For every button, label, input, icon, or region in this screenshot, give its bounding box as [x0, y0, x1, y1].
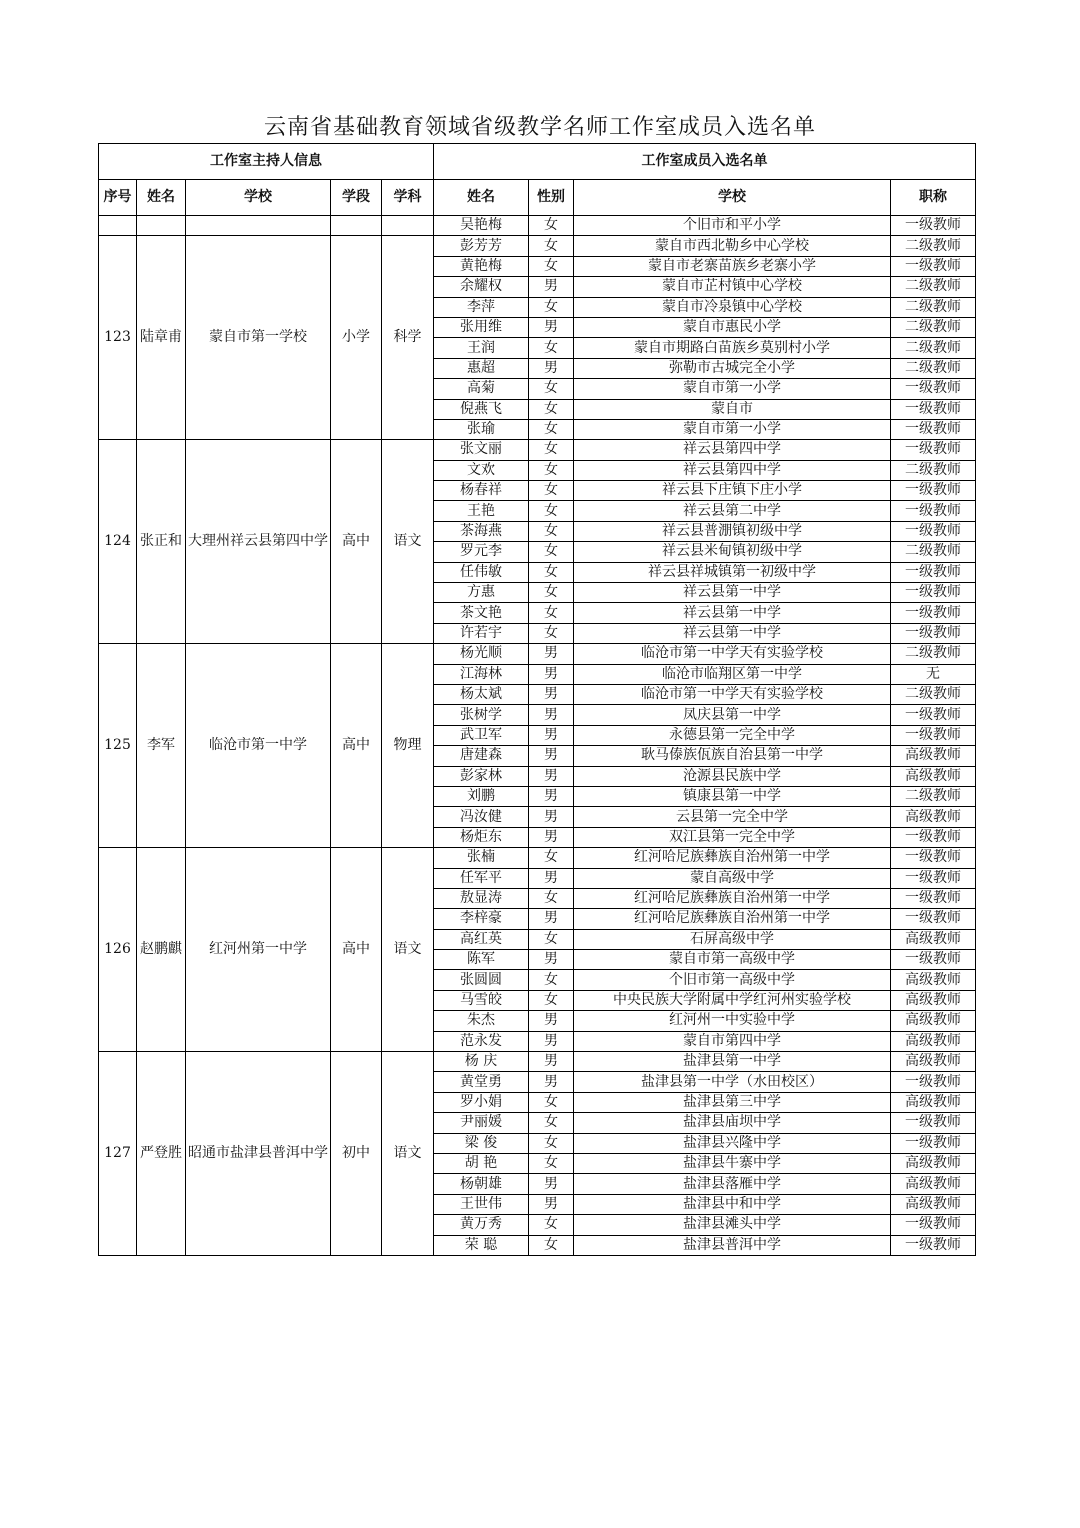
member-title: 二级教师 [891, 358, 976, 378]
host-school: 蒙自市第一学校 [186, 236, 331, 440]
member-name: 李萍 [434, 297, 529, 317]
member-name: 张圆圆 [434, 970, 529, 990]
member-school: 祥云县第一中学 [574, 583, 891, 603]
member-gender: 女 [529, 419, 574, 439]
member-school: 个旧市第一高级中学 [574, 970, 891, 990]
member-title: 二级教师 [891, 542, 976, 562]
member-name: 茶海燕 [434, 521, 529, 541]
host-subject: 物理 [382, 644, 434, 848]
member-gender: 男 [529, 766, 574, 786]
member-gender: 女 [529, 1215, 574, 1235]
member-title: 一级教师 [891, 399, 976, 419]
member-gender: 男 [529, 950, 574, 970]
member-name: 刘鹏 [434, 786, 529, 806]
member-school: 云县第一完全中学 [574, 807, 891, 827]
col-member-name: 姓名 [434, 180, 529, 216]
member-name: 陈军 [434, 950, 529, 970]
member-school: 临沧市临翔区第一中学 [574, 664, 891, 684]
member-school: 凤庆县第一中学 [574, 705, 891, 725]
member-gender: 女 [529, 297, 574, 317]
member-name: 黄堂勇 [434, 1072, 529, 1092]
member-title: 一级教师 [891, 705, 976, 725]
member-gender: 男 [529, 868, 574, 888]
member-school: 双江县第一完全中学 [574, 827, 891, 847]
member-title: 一级教师 [891, 623, 976, 643]
member-name: 杨春祥 [434, 481, 529, 501]
member-gender: 男 [529, 1194, 574, 1214]
host-no: 124 [99, 440, 137, 644]
member-school: 盐津县第一中学（水田校区） [574, 1072, 891, 1092]
member-school: 祥云县下庄镇下庄小学 [574, 481, 891, 501]
member-name: 张文丽 [434, 440, 529, 460]
member-title: 一级教师 [891, 1113, 976, 1133]
member-school: 中央民族大学附属中学红河州实验学校 [574, 990, 891, 1010]
members-header: 工作室成员入选名单 [434, 144, 976, 180]
host-name: 张正和 [137, 440, 186, 644]
member-name: 许若宇 [434, 623, 529, 643]
member-gender: 男 [529, 317, 574, 337]
member-name: 王世伟 [434, 1194, 529, 1214]
member-gender: 男 [529, 807, 574, 827]
host-no: 127 [99, 1052, 137, 1256]
member-title: 二级教师 [891, 236, 976, 256]
member-name: 梁 俊 [434, 1133, 529, 1153]
member-school: 蒙自市芷村镇中心学校 [574, 277, 891, 297]
member-gender: 男 [529, 684, 574, 704]
member-gender: 女 [529, 1133, 574, 1153]
member-name: 彭芳芳 [434, 236, 529, 256]
member-school: 蒙自市第一小学 [574, 419, 891, 439]
member-title: 一级教师 [891, 562, 976, 582]
member-gender: 女 [529, 888, 574, 908]
member-school: 蒙自市期路白苗族乡莫别村小学 [574, 338, 891, 358]
member-school: 祥云县第四中学 [574, 460, 891, 480]
host-subject: 语文 [382, 440, 434, 644]
member-title: 高级教师 [891, 766, 976, 786]
member-title: 一级教师 [891, 481, 976, 501]
member-school: 祥云县普淜镇初级中学 [574, 521, 891, 541]
member-name: 杨朝雄 [434, 1174, 529, 1194]
member-title: 高级教师 [891, 746, 976, 766]
host-no: 125 [99, 644, 137, 848]
member-title: 一级教师 [891, 909, 976, 929]
table-row [99, 1052, 976, 1072]
member-name: 李梓豪 [434, 909, 529, 929]
member-name: 任军平 [434, 868, 529, 888]
member-gender: 女 [529, 216, 574, 236]
table-row [99, 236, 976, 256]
member-gender: 女 [529, 1153, 574, 1173]
member-name: 罗元李 [434, 542, 529, 562]
member-school: 盐津县落雁中学 [574, 1174, 891, 1194]
member-school: 蒙自市老寨苗族乡老寨小学 [574, 256, 891, 276]
member-title: 一级教师 [891, 888, 976, 908]
member-gender: 男 [529, 358, 574, 378]
member-title: 高级教师 [891, 990, 976, 1010]
member-name: 荣 聪 [434, 1235, 529, 1255]
member-school: 耿马傣族佤族自治县第一中学 [574, 746, 891, 766]
member-name: 胡 艳 [434, 1153, 529, 1173]
member-school: 盐津县庙坝中学 [574, 1113, 891, 1133]
member-name: 黄万秀 [434, 1215, 529, 1235]
member-name: 范永发 [434, 1031, 529, 1051]
member-gender: 女 [529, 929, 574, 949]
member-title: 一级教师 [891, 950, 976, 970]
member-gender: 女 [529, 236, 574, 256]
member-name: 杨太斌 [434, 684, 529, 704]
member-gender: 男 [529, 827, 574, 847]
member-name: 惠超 [434, 358, 529, 378]
member-title: 高级教师 [891, 1194, 976, 1214]
member-title: 一级教师 [891, 216, 976, 236]
host-stage: 初中 [331, 1052, 382, 1256]
member-gender: 女 [529, 460, 574, 480]
member-title: 二级教师 [891, 338, 976, 358]
member-school: 祥云县第二中学 [574, 501, 891, 521]
member-gender: 女 [529, 521, 574, 541]
member-title: 一级教师 [891, 583, 976, 603]
member-name: 尹丽媛 [434, 1113, 529, 1133]
member-gender: 女 [529, 1235, 574, 1255]
member-school: 红河州一中实验中学 [574, 1011, 891, 1031]
member-school: 沧源县民族中学 [574, 766, 891, 786]
member-name: 张楠 [434, 848, 529, 868]
member-title: 高级教师 [891, 1052, 976, 1072]
col-no: 序号 [99, 180, 137, 216]
member-title: 二级教师 [891, 644, 976, 664]
host-name: 李军 [137, 644, 186, 848]
member-title: 高级教师 [891, 1153, 976, 1173]
member-school: 祥云县第一中学 [574, 623, 891, 643]
member-name: 杨炬东 [434, 827, 529, 847]
host-no: 123 [99, 236, 137, 440]
member-school: 石屏高级中学 [574, 929, 891, 949]
member-title: 高级教师 [891, 807, 976, 827]
member-name: 黄艳梅 [434, 256, 529, 276]
col-member-school: 学校 [574, 180, 891, 216]
member-school: 盐津县第三中学 [574, 1092, 891, 1112]
member-name: 马雪皎 [434, 990, 529, 1010]
member-title: 一级教师 [891, 1133, 976, 1153]
member-title: 一级教师 [891, 419, 976, 439]
member-name: 方惠 [434, 583, 529, 603]
member-school: 祥云县第四中学 [574, 440, 891, 460]
member-gender: 男 [529, 1011, 574, 1031]
member-school: 盐津县第一中学 [574, 1052, 891, 1072]
member-school: 祥云县第一中学 [574, 603, 891, 623]
host-no: 126 [99, 848, 137, 1052]
member-gender: 女 [529, 1113, 574, 1133]
member-gender: 女 [529, 970, 574, 990]
member-school: 红河哈尼族彝族自治州第一中学 [574, 888, 891, 908]
member-school: 盐津县牛寨中学 [574, 1153, 891, 1173]
member-school: 蒙自市冷泉镇中心学校 [574, 297, 891, 317]
col-host-school: 学校 [186, 180, 331, 216]
member-school: 蒙自市惠民小学 [574, 317, 891, 337]
col-host-name: 姓名 [137, 180, 186, 216]
member-gender: 男 [529, 725, 574, 745]
member-title: 高级教师 [891, 929, 976, 949]
member-name: 任伟敏 [434, 562, 529, 582]
member-school: 个旧市和平小学 [574, 216, 891, 236]
member-title: 二级教师 [891, 317, 976, 337]
member-title: 二级教师 [891, 460, 976, 480]
member-title: 二级教师 [891, 786, 976, 806]
host-subject: 语文 [382, 1052, 434, 1256]
member-school: 盐津县滩头中学 [574, 1215, 891, 1235]
member-gender: 女 [529, 256, 574, 276]
member-school: 红河哈尼族彝族自治州第一中学 [574, 909, 891, 929]
table-row [99, 644, 976, 664]
member-name: 高红英 [434, 929, 529, 949]
member-school: 盐津县中和中学 [574, 1194, 891, 1214]
member-title: 一级教师 [891, 1215, 976, 1235]
member-name: 江海林 [434, 664, 529, 684]
member-gender: 男 [529, 909, 574, 929]
member-school: 临沧市第一中学天有实验学校 [574, 644, 891, 664]
member-title: 一级教师 [891, 725, 976, 745]
member-name: 张瑜 [434, 419, 529, 439]
member-gender: 男 [529, 1052, 574, 1072]
member-gender: 男 [529, 1031, 574, 1051]
member-name: 吴艳梅 [434, 216, 529, 236]
member-name: 冯汝健 [434, 807, 529, 827]
member-school: 蒙自市西北勒乡中心学校 [574, 236, 891, 256]
member-gender: 女 [529, 583, 574, 603]
member-school: 蒙自市第一小学 [574, 379, 891, 399]
member-title: 一级教师 [891, 1235, 976, 1255]
host-stage: 高中 [331, 848, 382, 1052]
table-row [99, 440, 976, 460]
host-name: 陆章甫 [137, 236, 186, 440]
member-name: 王润 [434, 338, 529, 358]
member-gender: 男 [529, 664, 574, 684]
table-row [99, 216, 976, 236]
member-name: 杨光顺 [434, 644, 529, 664]
member-gender: 女 [529, 338, 574, 358]
host-stage: 高中 [331, 440, 382, 644]
member-title: 高级教师 [891, 1011, 976, 1031]
host-info-header: 工作室主持人信息 [99, 144, 434, 180]
member-title: 一级教师 [891, 827, 976, 847]
member-school: 临沧市第一中学天有实验学校 [574, 684, 891, 704]
member-gender: 女 [529, 562, 574, 582]
member-gender: 女 [529, 990, 574, 1010]
member-gender: 女 [529, 623, 574, 643]
member-title: 高级教师 [891, 1031, 976, 1051]
member-name: 罗小娟 [434, 1092, 529, 1112]
member-title: 无 [891, 664, 976, 684]
member-school: 盐津县兴隆中学 [574, 1133, 891, 1153]
member-title: 一级教师 [891, 256, 976, 276]
host-stage: 高中 [331, 644, 382, 848]
member-gender: 女 [529, 399, 574, 419]
member-gender: 女 [529, 603, 574, 623]
member-gender: 女 [529, 542, 574, 562]
member-school: 盐津县普洱中学 [574, 1235, 891, 1255]
member-title: 二级教师 [891, 684, 976, 704]
host-school: 昭通市盐津县普洱中学 [186, 1052, 331, 1256]
member-gender: 女 [529, 848, 574, 868]
member-title: 一级教师 [891, 1072, 976, 1092]
member-title: 一级教师 [891, 603, 976, 623]
host-subject: 科学 [382, 236, 434, 440]
member-title: 一级教师 [891, 501, 976, 521]
member-school: 祥云县米甸镇初级中学 [574, 542, 891, 562]
member-title: 高级教师 [891, 970, 976, 990]
member-name: 余耀权 [434, 277, 529, 297]
member-gender: 男 [529, 746, 574, 766]
table-row [99, 848, 976, 868]
member-title: 一级教师 [891, 868, 976, 888]
member-name: 杨 庆 [434, 1052, 529, 1072]
member-school: 蒙自市第四中学 [574, 1031, 891, 1051]
member-title: 一级教师 [891, 379, 976, 399]
member-school: 祥云县祥城镇第一初级中学 [574, 562, 891, 582]
col-stage: 学段 [331, 180, 382, 216]
document-title: 云南省基础教育领域省级教学名师工作室成员入选名单 [263, 115, 816, 140]
member-school: 弥勒市古城完全小学 [574, 358, 891, 378]
member-gender: 女 [529, 1092, 574, 1112]
member-school: 红河哈尼族彝族自治州第一中学 [574, 848, 891, 868]
member-name: 倪燕飞 [434, 399, 529, 419]
host-school: 红河州第一中学 [186, 848, 331, 1052]
member-gender: 男 [529, 644, 574, 664]
member-name: 彭家林 [434, 766, 529, 786]
member-name: 武卫军 [434, 725, 529, 745]
member-title: 二级教师 [891, 277, 976, 297]
member-gender: 男 [529, 705, 574, 725]
host-stage: 小学 [331, 236, 382, 440]
member-name: 张用维 [434, 317, 529, 337]
member-gender: 男 [529, 1174, 574, 1194]
member-gender: 女 [529, 440, 574, 460]
member-gender: 男 [529, 1072, 574, 1092]
member-gender: 女 [529, 501, 574, 521]
col-gender: 性别 [529, 180, 574, 216]
member-gender: 男 [529, 277, 574, 297]
member-title: 高级教师 [891, 1092, 976, 1112]
member-gender: 女 [529, 379, 574, 399]
member-name: 高菊 [434, 379, 529, 399]
member-name: 茶文艳 [434, 603, 529, 623]
host-school: 大理州祥云县第四中学 [186, 440, 331, 644]
member-name: 王艳 [434, 501, 529, 521]
host-name: 赵鹏麒 [137, 848, 186, 1052]
member-title: 二级教师 [891, 297, 976, 317]
member-name: 文欢 [434, 460, 529, 480]
member-name: 朱杰 [434, 1011, 529, 1031]
member-name: 张树学 [434, 705, 529, 725]
member-gender: 男 [529, 786, 574, 806]
member-gender: 女 [529, 481, 574, 501]
selection-table [98, 143, 976, 1256]
member-name: 敖显涛 [434, 888, 529, 908]
member-school: 蒙自市 [574, 399, 891, 419]
member-title: 一级教师 [891, 521, 976, 541]
member-school: 蒙自高级中学 [574, 868, 891, 888]
member-title: 一级教师 [891, 848, 976, 868]
member-school: 镇康县第一中学 [574, 786, 891, 806]
member-school: 永德县第一完全中学 [574, 725, 891, 745]
member-school: 蒙自市第一高级中学 [574, 950, 891, 970]
member-title: 高级教师 [891, 1174, 976, 1194]
host-name: 严登胜 [137, 1052, 186, 1256]
member-title: 一级教师 [891, 440, 976, 460]
host-subject: 语文 [382, 848, 434, 1052]
member-name: 唐建森 [434, 746, 529, 766]
host-school: 临沧市第一中学 [186, 644, 331, 848]
col-title: 职称 [891, 180, 976, 216]
col-subject: 学科 [382, 180, 434, 216]
